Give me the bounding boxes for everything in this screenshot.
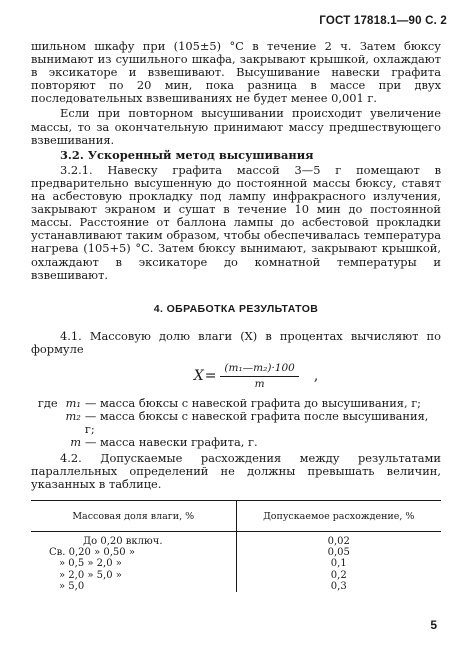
where-lead: где [37,396,58,411]
table-row [31,558,441,569]
table-cell-range: До 0,20 включ. [83,536,163,548]
table-cell-value: 0,2 [330,569,347,581]
formula-equals: = [204,368,217,385]
table-cell-value: 0,02 [327,536,350,548]
formula-fraction [220,362,298,391]
formula-numerator: (m₁—m₂)·100 [220,362,298,377]
symbol-definitions [31,397,441,449]
definition-symbol: m₂ [65,409,81,424]
definition-text: — масса бюксы с навеской графита после высушивания, г; [84,409,429,437]
table-row [31,532,441,548]
page-number: 5 [430,618,437,632]
section-heading-4: 4. ОБРАБОТКА РЕЗУЛЬТАТОВ [153,302,319,315]
table-cell-range: » 5,0 [59,580,85,592]
column-header-tolerance: Допускаемое расхождение, % [236,500,441,531]
subsection-heading-3-2: 3.2. Ускоренный метод высушивания [60,147,314,162]
formula-lhs: X [193,368,204,385]
paragraph-3-2-1: 3.2.1. Навеску графита массой 3—5 г помещают в предварительно высушенную до постоянной массы бюксу, ставят на асбестовую прокладку под лампу инфракрасного излучения, закрывают экраном и сушат в течение 10 мин до постоянной массы. Расстояние от баллона лампы до асбестовой прокладки устанавливают таким образом, чтобы обеспечивалась температура нагрева (105+5) °С. Затем бюксу вынимают, закрывают крышкой, охлаждают в эксикаторе до комнатной температуры и взвешивают. [31,162,441,282]
paragraph-continuation: шильном шкафу при (105±5) °С в течение 2 ч. Затем бюксу вынимают из сушильного шкафа, закрывают крышкой, охлаждают в эксикаторе и взвешивают. Высушивание навески графита повторяют по 20 мин, пока разница в массе при двух последовательных взвешиваниях не будет менее 0,001 г. [31,39,441,106]
table-row [31,581,441,592]
table-cell-range: Св. 0,20 » 0,50 » [49,547,135,559]
paragraph-4-1: 4.1. Массовую долю влаги (X) в процентах вычисляют по формуле [31,328,441,356]
definition-row [31,436,441,449]
page-header: ГОСТ 17818.1—90 С. 2 [319,15,447,27]
definition-text: — масса навески графита, г. [85,435,258,450]
table-header-row [31,500,441,531]
table-cell-range: » 2,0 » 5,0 » [59,569,122,581]
paragraph-4-2: 4.2. Допускаемые расхождения между результатами параллельных определений не должны превышать величин, указанных в таблице. [31,450,441,491]
table-row [31,547,441,558]
tolerance-table [31,500,441,592]
formula-denominator: m [254,378,265,391]
definition-symbol: m [70,435,81,450]
table-cell-value: 0,1 [330,558,347,570]
table-cell-value: 0,05 [327,547,350,559]
paragraph-repeat-drying: Если при повторном высушивании происходит увеличение массы, то за окончательную принимают массу предшествующего взвешивания. [31,106,441,147]
page-content [31,40,441,592]
table-row [31,570,441,581]
formula-trailing: , [313,368,319,385]
table-cell-value: 0,3 [330,580,347,592]
column-header-moisture: Массовая доля влаги, % [31,500,236,531]
definition-symbol: m₁ [65,396,81,411]
moisture-formula [71,362,441,391]
definition-text: — масса бюксы с навеской графита до высушивания, г; [85,396,422,411]
table-cell-range: » 0,5 » 2,0 » [59,558,122,570]
definition-row [31,410,441,436]
